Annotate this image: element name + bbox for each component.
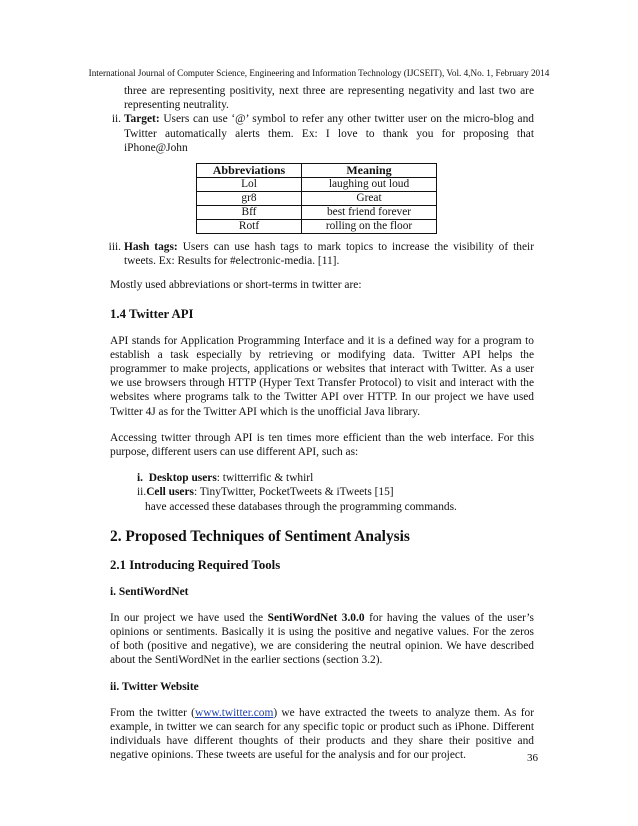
sentiwordnet-text-start: In our project we have used the [110,611,268,624]
hashtags-label: Hash tags: [124,241,178,254]
list-closing-text: have accessed these databases through the programming commands. [145,500,457,513]
column-header-meaning: Meaning [302,164,437,178]
twitter-text-start: From the twitter ( [110,706,195,719]
paragraph-api-access: Accessing twitter through API is ten times more efficient than the web interface. For this purpose, different users can use different API, such as: [110,431,534,459]
sentiwordnet-version: SentiWordNet 3.0.0 [267,611,365,624]
desktop-users-label: Desktop users [148,472,217,485]
table-cell: Lol [197,178,302,192]
table-row [197,178,437,192]
list-item-cell-users [137,485,534,499]
cell-users-text: : TinyTwitter, PocketTweets & iTweets [15] [193,486,394,499]
running-header: International Journal of Computer Science, Engineering and Information Technology (IJCSEIT), Vol. 4,No. 1, February 2014 [88,68,550,78]
cell-users-label: Cell users [146,486,194,499]
table-row [197,192,437,206]
table-row [197,220,437,234]
paragraph-twitter-api: API stands for Application Programming Interface and it is a defined way for a program to establish a task especially by retrieving or modifying data. Twitter API helps the programmer to make projects, applications or websites that interact with Twitter. As a user we use browsers through HTTP (Hyper Text Transfer Protocol) to visit and interact with the websites where programs talk to the Twitter API over HTTP. In our project we have used Twitter 4J as for the Twitter API which is the unofficial Java library. [110,334,534,418]
twitter-text-end: ) we have extracted the tweets to analyze them. As for example, in twitter we can search for any specific topic or product such as iPhone. Different individuals have different thoughts of their products and they share their positive and negative opinions. These tweets are useful for the analysis and for our project. [110,706,534,762]
page-number: 36 [527,752,538,764]
table-cell: Great [302,192,437,206]
list-number: i. [137,472,144,485]
twitter-link[interactable]: www.twitter.com [194,706,274,719]
target-text: Users can use ‘@’ symbol to refer any other twitter user on the micro-blog and Twitter automatically alerts them. Ex: I love to thank you for proposing that iPhone@John [124,113,534,154]
column-header-abbreviations: Abbreviations [197,164,302,178]
list-number: ii. [111,113,121,126]
table-cell: Rotf [197,220,302,234]
section-heading-proposed-techniques: 2. Proposed Techniques of Sentiment Analysis [110,527,410,545]
table-cell: laughing out loud [302,178,437,192]
list-item-target [110,112,534,155]
table-cell: gr8 [197,192,302,206]
paragraph-twitter-website [110,706,534,763]
subsection-heading-tools: 2.1 Introducing Required Tools [110,557,281,572]
page-content [110,84,534,762]
list-number: ii. [137,486,147,499]
abbreviations-table [196,163,437,234]
desktop-users-text: : twitterrific & twhirl [216,472,314,485]
table-header-row [197,164,437,178]
list-item-desktop-users [137,471,534,485]
target-label: Target: [124,113,160,126]
hashtags-text: Users can use hash tags to mark topics to increase the visibility of their tweets. Ex: Results for #electronic-media. [11]. [124,241,534,268]
continued-paragraph: three are representing positivity, next three are representing negativity and last two are representing neutrality. [124,85,534,112]
table-cell: best friend forever [302,206,437,220]
api-users-list [110,471,534,514]
table-row [197,206,437,220]
abbreviations-intro: Mostly used abbreviations or short-terms in twitter are: [110,279,362,292]
paragraph-sentiwordnet [110,611,534,668]
table-cell: rolling on the floor [302,220,437,234]
section-heading-twitter-api: 1.4 Twitter API [110,306,194,321]
list-number: iii. [108,241,121,254]
list-item-hashtags [110,240,534,268]
table-cell: Bff [197,206,302,220]
heading-sentiwordnet: i. SentiWordNet [110,585,189,598]
sentiwordnet-text-end: for having the values of the user’s opinions or sentiments. Basically it is using the positive and negative values. For the zeros of both (positive and negative), we are considering the neutral opinion. We have described about the SentiWordNet in the earlier sections (section 3.2). [110,611,534,667]
heading-twitter-website: ii. Twitter Website [110,680,199,693]
